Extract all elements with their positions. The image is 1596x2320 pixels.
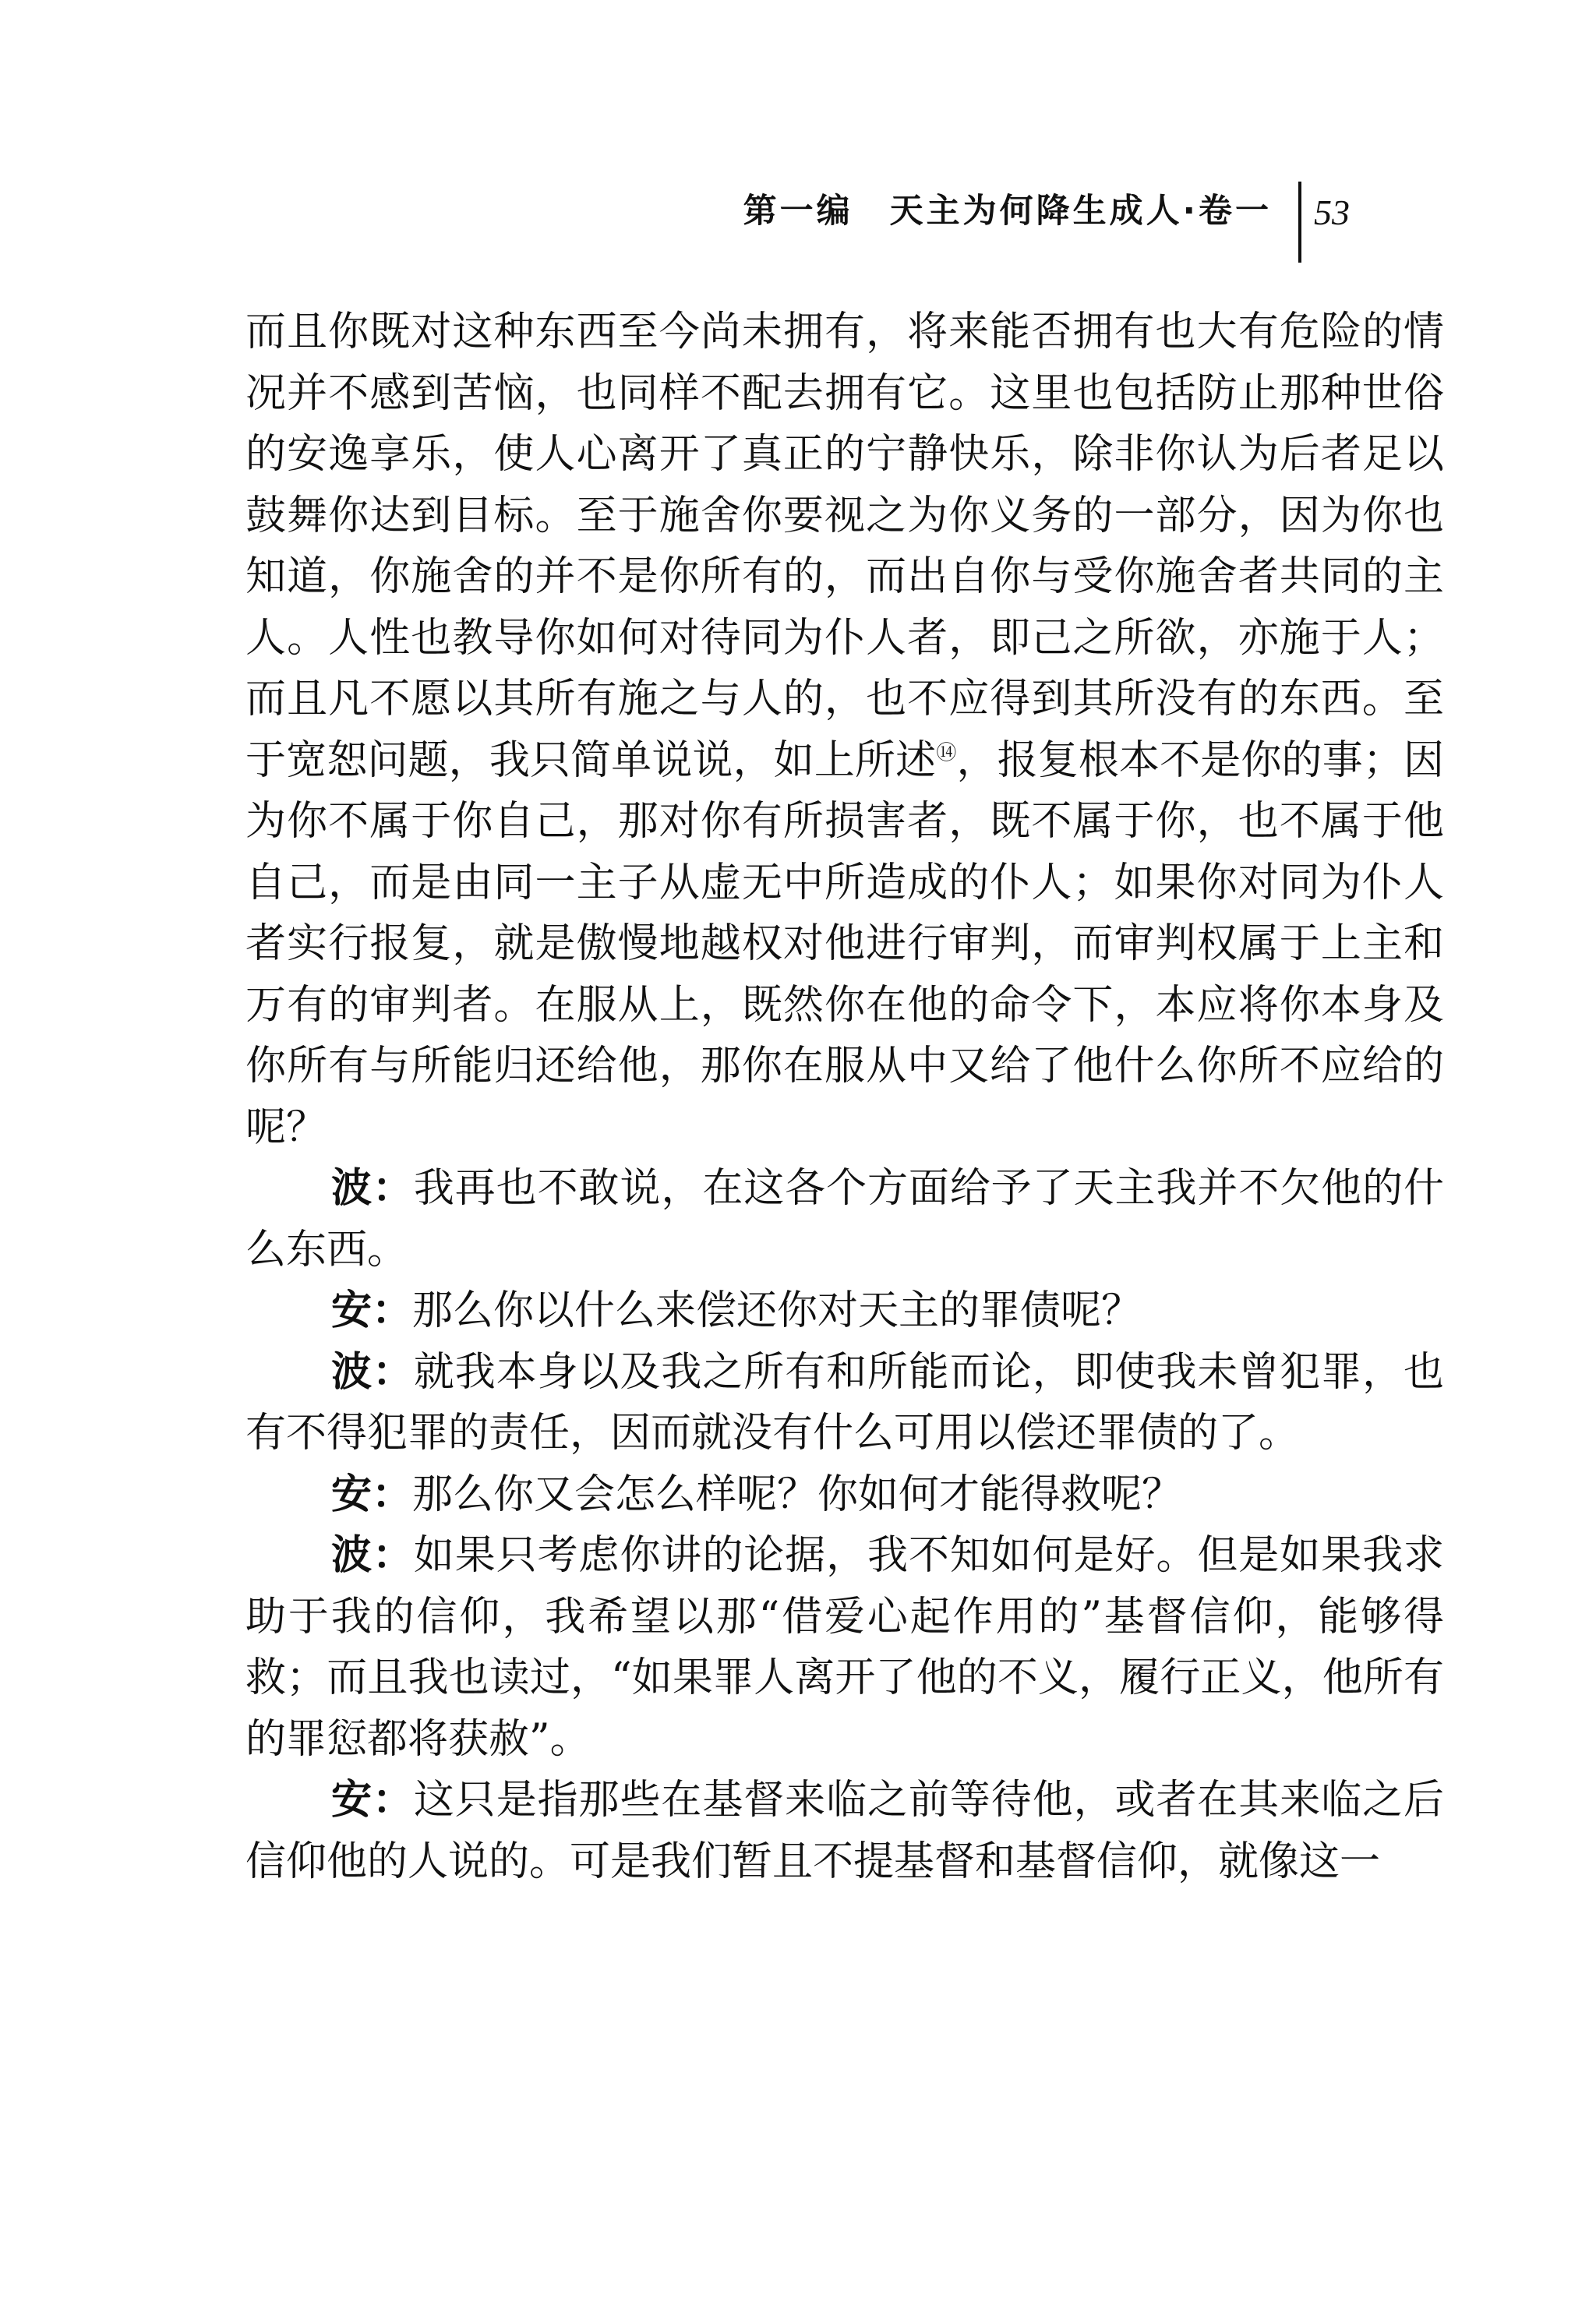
body-text — [245, 302, 1444, 1892]
dialogue-line — [245, 1342, 1444, 1464]
speaker-label: 安： — [331, 1777, 414, 1824]
speaker-label: 安： — [331, 1287, 413, 1334]
running-title: 第一编 天主为何降生成人·卷一 — [743, 192, 1272, 231]
dialogue-text: 就我本身以及我之所有和所能而论，即使我未曾犯罪，也有不得犯罪的责任，因而就没有什么可用以偿还罪债的了。 — [245, 1348, 1444, 1457]
dialogue-text: 那么你以什么来偿还你对天主的罪债呢？ — [412, 1287, 1142, 1334]
dialogue-text: 这只是指那些在基督来临之前等待他，或者在其来临之后信仰他的人说的。可是我们暂且不提基督和基督信仰，就像这一 — [245, 1777, 1444, 1885]
paragraph — [245, 302, 1444, 1158]
footnote-marker: ⑭ — [936, 741, 957, 765]
dialogue-line — [245, 1464, 1444, 1526]
dialogue-text: 那么你又会怎么样呢？你如何才能得救呢？ — [412, 1471, 1183, 1518]
dialogue-line — [245, 1280, 1444, 1342]
paragraph-text: 而且你既对这种东西至今尚未拥有，将来能否拥有也大有危险的情况并不感到苦恼，也同样不配去拥有它。这里也包括防止那种世俗的安逸享乐，使人心离开了真正的宁静快乐，除非你认为后者足以鼓舞你达到目标。至于施舍你要视之为你义务的一部分，因为你也知道，你施舍的并不是你所有的，而出自你与受你施舍者共同的主人。人性也教导你如何对待同为仆人者，即己之所欲，亦施于人；而且凡不愿以其所有施之与人的，也不应得到其所没有的东西。至于宽恕问题，我只简单说说，如上所述 — [245, 309, 1444, 784]
dialogue-text: 我再也不敢说，在这各个方面给予了天主我并不欠他的什么东西。 — [245, 1165, 1444, 1273]
speaker-label: 波： — [331, 1348, 414, 1396]
page-number: 53 — [1314, 192, 1350, 232]
dialogue-line — [245, 1525, 1444, 1770]
dialogue-text: 如果只考虑你讲的论据，我不知如何是好。但是如果我求助于我的信仰，我希望以那“借爱心起作用的”基督信仰，能够得救；而且我也读过，“如果罪人离开了他的不义，履行正义，他所有的罪愆都将获赦”。 — [245, 1532, 1444, 1763]
header-divider — [1298, 182, 1301, 263]
dialogue-line — [245, 1158, 1444, 1280]
running-head — [743, 182, 1350, 263]
speaker-label: 波： — [331, 1165, 414, 1212]
paragraph-text: ，报复根本不是你的事；因为你不属于你自己，那对你有所损害者，既不属于你，也不属于他自己，而是由同一主子从虚无中所造成的仆人；如果你对同为仆人者实行报复，就是傲慢地越权对他进行审判，而审判权属于上主和万有的审判者。在服从上，既然你在他的命令下，本应将你本身及你所有与所能归还给他，那你在服从中又给了他什么你所不应给的呢？ — [245, 736, 1444, 1151]
dialogue-line — [245, 1770, 1444, 1892]
speaker-label: 安： — [331, 1471, 413, 1518]
speaker-label: 波： — [331, 1532, 414, 1579]
